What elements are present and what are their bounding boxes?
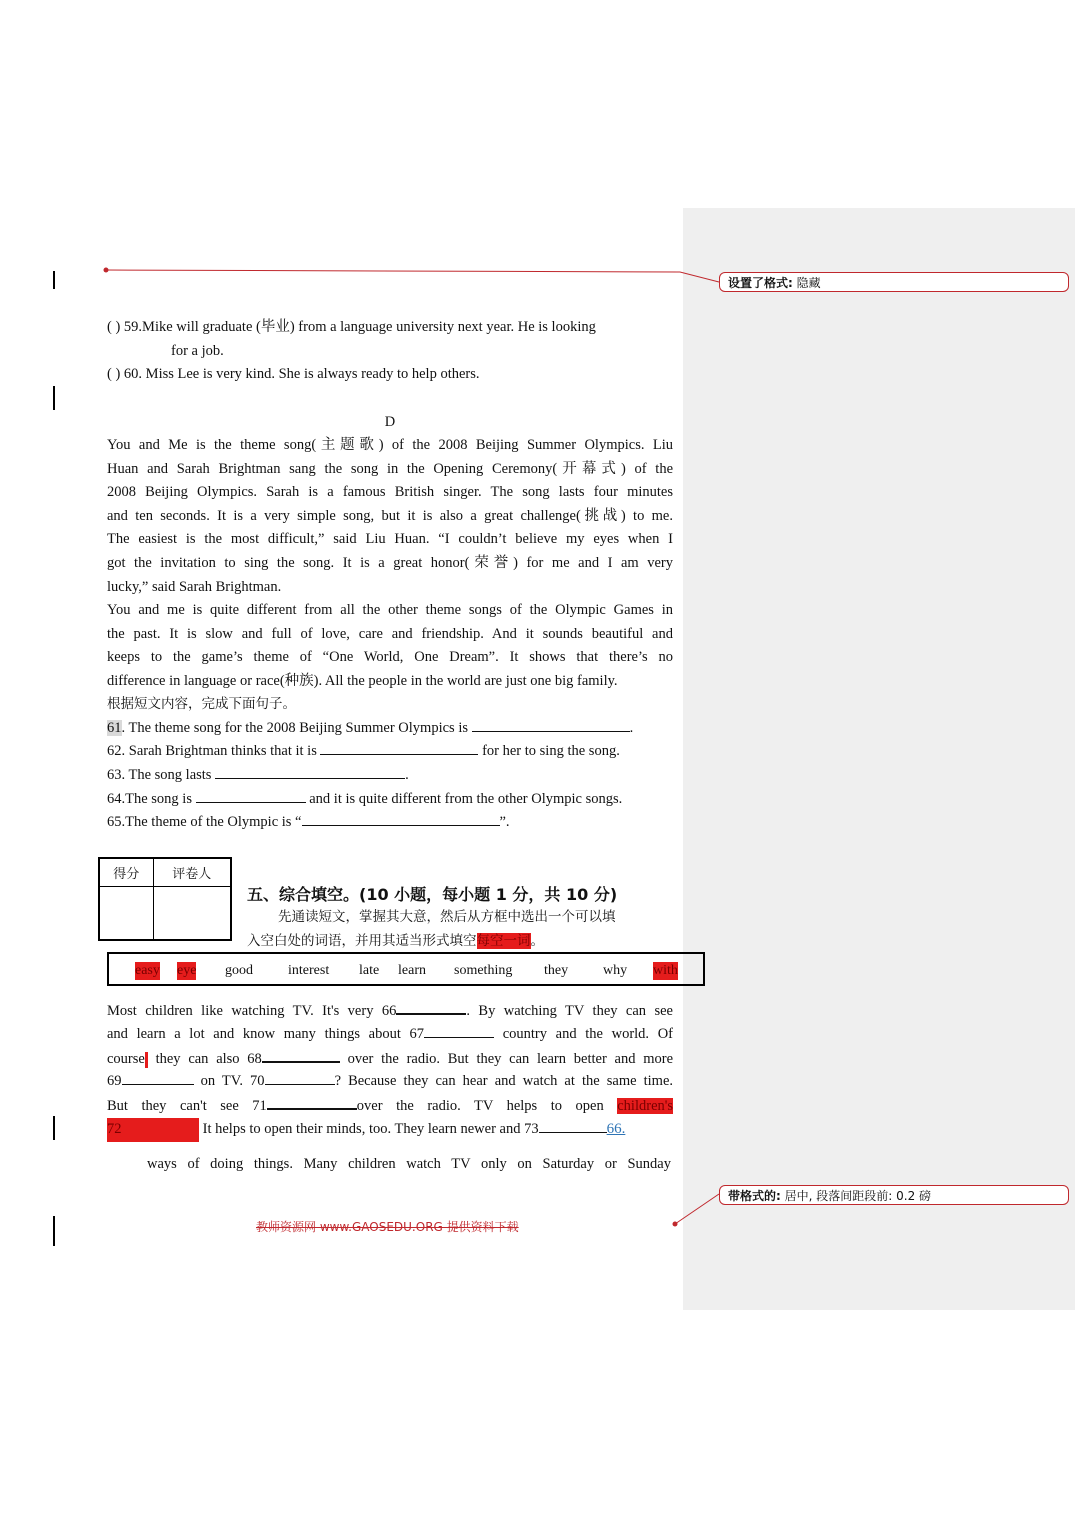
score-table — [98, 857, 232, 941]
answer-blank[interactable] — [267, 1094, 357, 1110]
question-text: and it is quite different from the other Olympic songs. — [309, 791, 623, 807]
passage-instruction: 根据短文内容，完成下面句子。 — [107, 696, 296, 712]
word-option: interest — [288, 963, 330, 978]
word-option: late — [359, 963, 380, 978]
question-text: 60. Miss Lee is very kind. She is always ready to help others. — [123, 366, 480, 382]
word-option: with — [653, 963, 678, 978]
format-comment-hidden[interactable] — [719, 272, 1069, 292]
page-footer: 教师资源网 www.GAOSEDU.ORG 提供资料下载 — [256, 1220, 519, 1234]
passage-line: difference in language or race(种族). All the people in the world are just one big family. — [107, 673, 618, 689]
comment-label: 带格式的: — [728, 1189, 781, 1203]
question-59 — [107, 316, 673, 340]
grader-cell[interactable] — [153, 886, 231, 940]
passage-line: You and Me is the theme song(主题歌) of the 2008 Beijing Summer Olympics. Liu — [107, 437, 673, 453]
question-text: . The theme song for the 2008 Beijing Summer Olympics is — [121, 720, 468, 736]
passage-line: The easiest is the most difficult,” said Liu Huan. “I couldn’t believe my eyes when I — [107, 531, 673, 547]
cloze-line: But they can't see 71 over the radio. TV helps to open children's — [107, 1094, 673, 1119]
question-text: for her to sing the song. — [482, 743, 620, 759]
word-option: something — [454, 963, 513, 978]
question-59-cont: for a job. — [171, 343, 224, 359]
word-option: learn — [398, 963, 426, 978]
cloze-line: course they can also 68 over the radio. But they can learn better and more — [107, 1047, 673, 1072]
question-60 — [107, 363, 673, 387]
comment-value: 居中, 段落间距段前: 0.2 磅 — [784, 1189, 932, 1203]
tracked-change: 每空一词 — [476, 933, 531, 949]
cloze-line: and learn a lot and know many things about 67 country and the world. Of — [107, 1023, 673, 1047]
question-text: 62. Sarah Brightman thinks that it is — [107, 743, 317, 759]
answer-blank[interactable] — [196, 788, 306, 803]
tracked-change: children's — [617, 1098, 674, 1114]
question-65 — [107, 811, 673, 835]
question-64 — [107, 788, 673, 812]
answer-blank[interactable] — [539, 1118, 607, 1133]
answer-blank[interactable] — [122, 1070, 194, 1085]
passage-line: and ten seconds. It is a very simple song, but it is also a great challenge(挑战) to me. — [107, 508, 673, 524]
grader-header: 评卷人 — [153, 858, 231, 886]
passage-line: got the invitation to sing the song. It is a great honor(荣誉) for me and I am very — [107, 555, 673, 571]
tracked-change: 72 — [107, 1118, 199, 1142]
section-instruction: 入空白处的词语，并用其适当形式填空每空一词。 — [247, 933, 544, 949]
answer-blank[interactable] — [396, 999, 466, 1015]
comment-label: 设置了格式: — [728, 276, 793, 290]
word-option: eye — [177, 963, 197, 978]
question-63: 63. The song lasts . — [107, 764, 673, 788]
question-number: 61 — [107, 720, 122, 736]
score-header: 得分 — [99, 858, 153, 886]
question-62 — [107, 740, 673, 764]
passage-line: lucky,” said Sarah Brightman. — [107, 579, 282, 595]
score-cell[interactable] — [99, 886, 153, 940]
passage-line: You and me is quite different from all the other theme songs of the Olympic Games in — [107, 602, 673, 618]
question-text: 59.Mike will graduate (毕业) from a language university next year. He is looking — [123, 319, 596, 335]
question-text: 63. The song lasts — [107, 767, 212, 783]
word-option: easy — [135, 963, 160, 978]
answer-paren: ( ) — [107, 319, 121, 335]
format-comment-centered[interactable] — [719, 1185, 1069, 1205]
word-option: they — [544, 963, 569, 978]
word-bank — [107, 952, 705, 986]
cloze-line: 72 It helps to open their minds, too. They learn newer and 73 66. — [107, 1118, 673, 1142]
section-heading: 五、综合填空。(10 小题，每小题 1 分，共 10 分) — [247, 885, 618, 904]
answer-blank[interactable] — [472, 717, 630, 732]
passage-letter: D — [384, 414, 396, 430]
answer-blank[interactable] — [262, 1047, 340, 1063]
word-option: good — [225, 963, 253, 978]
answer-blank[interactable] — [424, 1023, 494, 1038]
inserted-text: 66. — [606, 1121, 626, 1137]
comment-value: 隐藏 — [796, 276, 821, 290]
section-instruction: 先通读短文，掌握其大意，然后从方框中选出一个可以填 — [278, 909, 616, 925]
word-option: why — [603, 963, 628, 978]
answer-blank[interactable] — [265, 1070, 335, 1085]
question-text: 65.The theme of the Olympic is “ — [107, 814, 302, 830]
cloze-line: 69 on TV. 70 ? Because they can hear and watch at the same time. — [107, 1070, 673, 1094]
answer-blank[interactable] — [302, 811, 500, 826]
answer-blank[interactable] — [215, 764, 405, 779]
cloze-line: Most children like watching TV. It's very 66 . By watching TV they can see — [107, 999, 673, 1024]
answer-blank[interactable] — [320, 740, 478, 755]
passage-line: keeps to the game’s theme of “One World, One Dream”. It shows that there’s no — [107, 649, 673, 665]
passage-line: 2008 Beijing Olympics. Sarah is a famous British singer. The song lasts four minutes — [107, 484, 673, 500]
question-61: 61. The theme song for the 2008 Beijing Summer Olympics is . — [107, 717, 673, 741]
answer-paren: ( ) — [107, 366, 121, 382]
question-text: 64.The song is — [107, 791, 192, 807]
cloze-line: ways of doing things. Many children watch TV only on Saturday or Sunday — [147, 1156, 671, 1172]
question-text: ”. — [499, 814, 510, 830]
passage-line: the past. It is slow and full of love, care and friendship. And it sounds beautiful and — [107, 626, 673, 642]
passage-line: Huan and Sarah Brightman sang the song in the Opening Ceremony(开幕式) of the — [107, 461, 673, 477]
